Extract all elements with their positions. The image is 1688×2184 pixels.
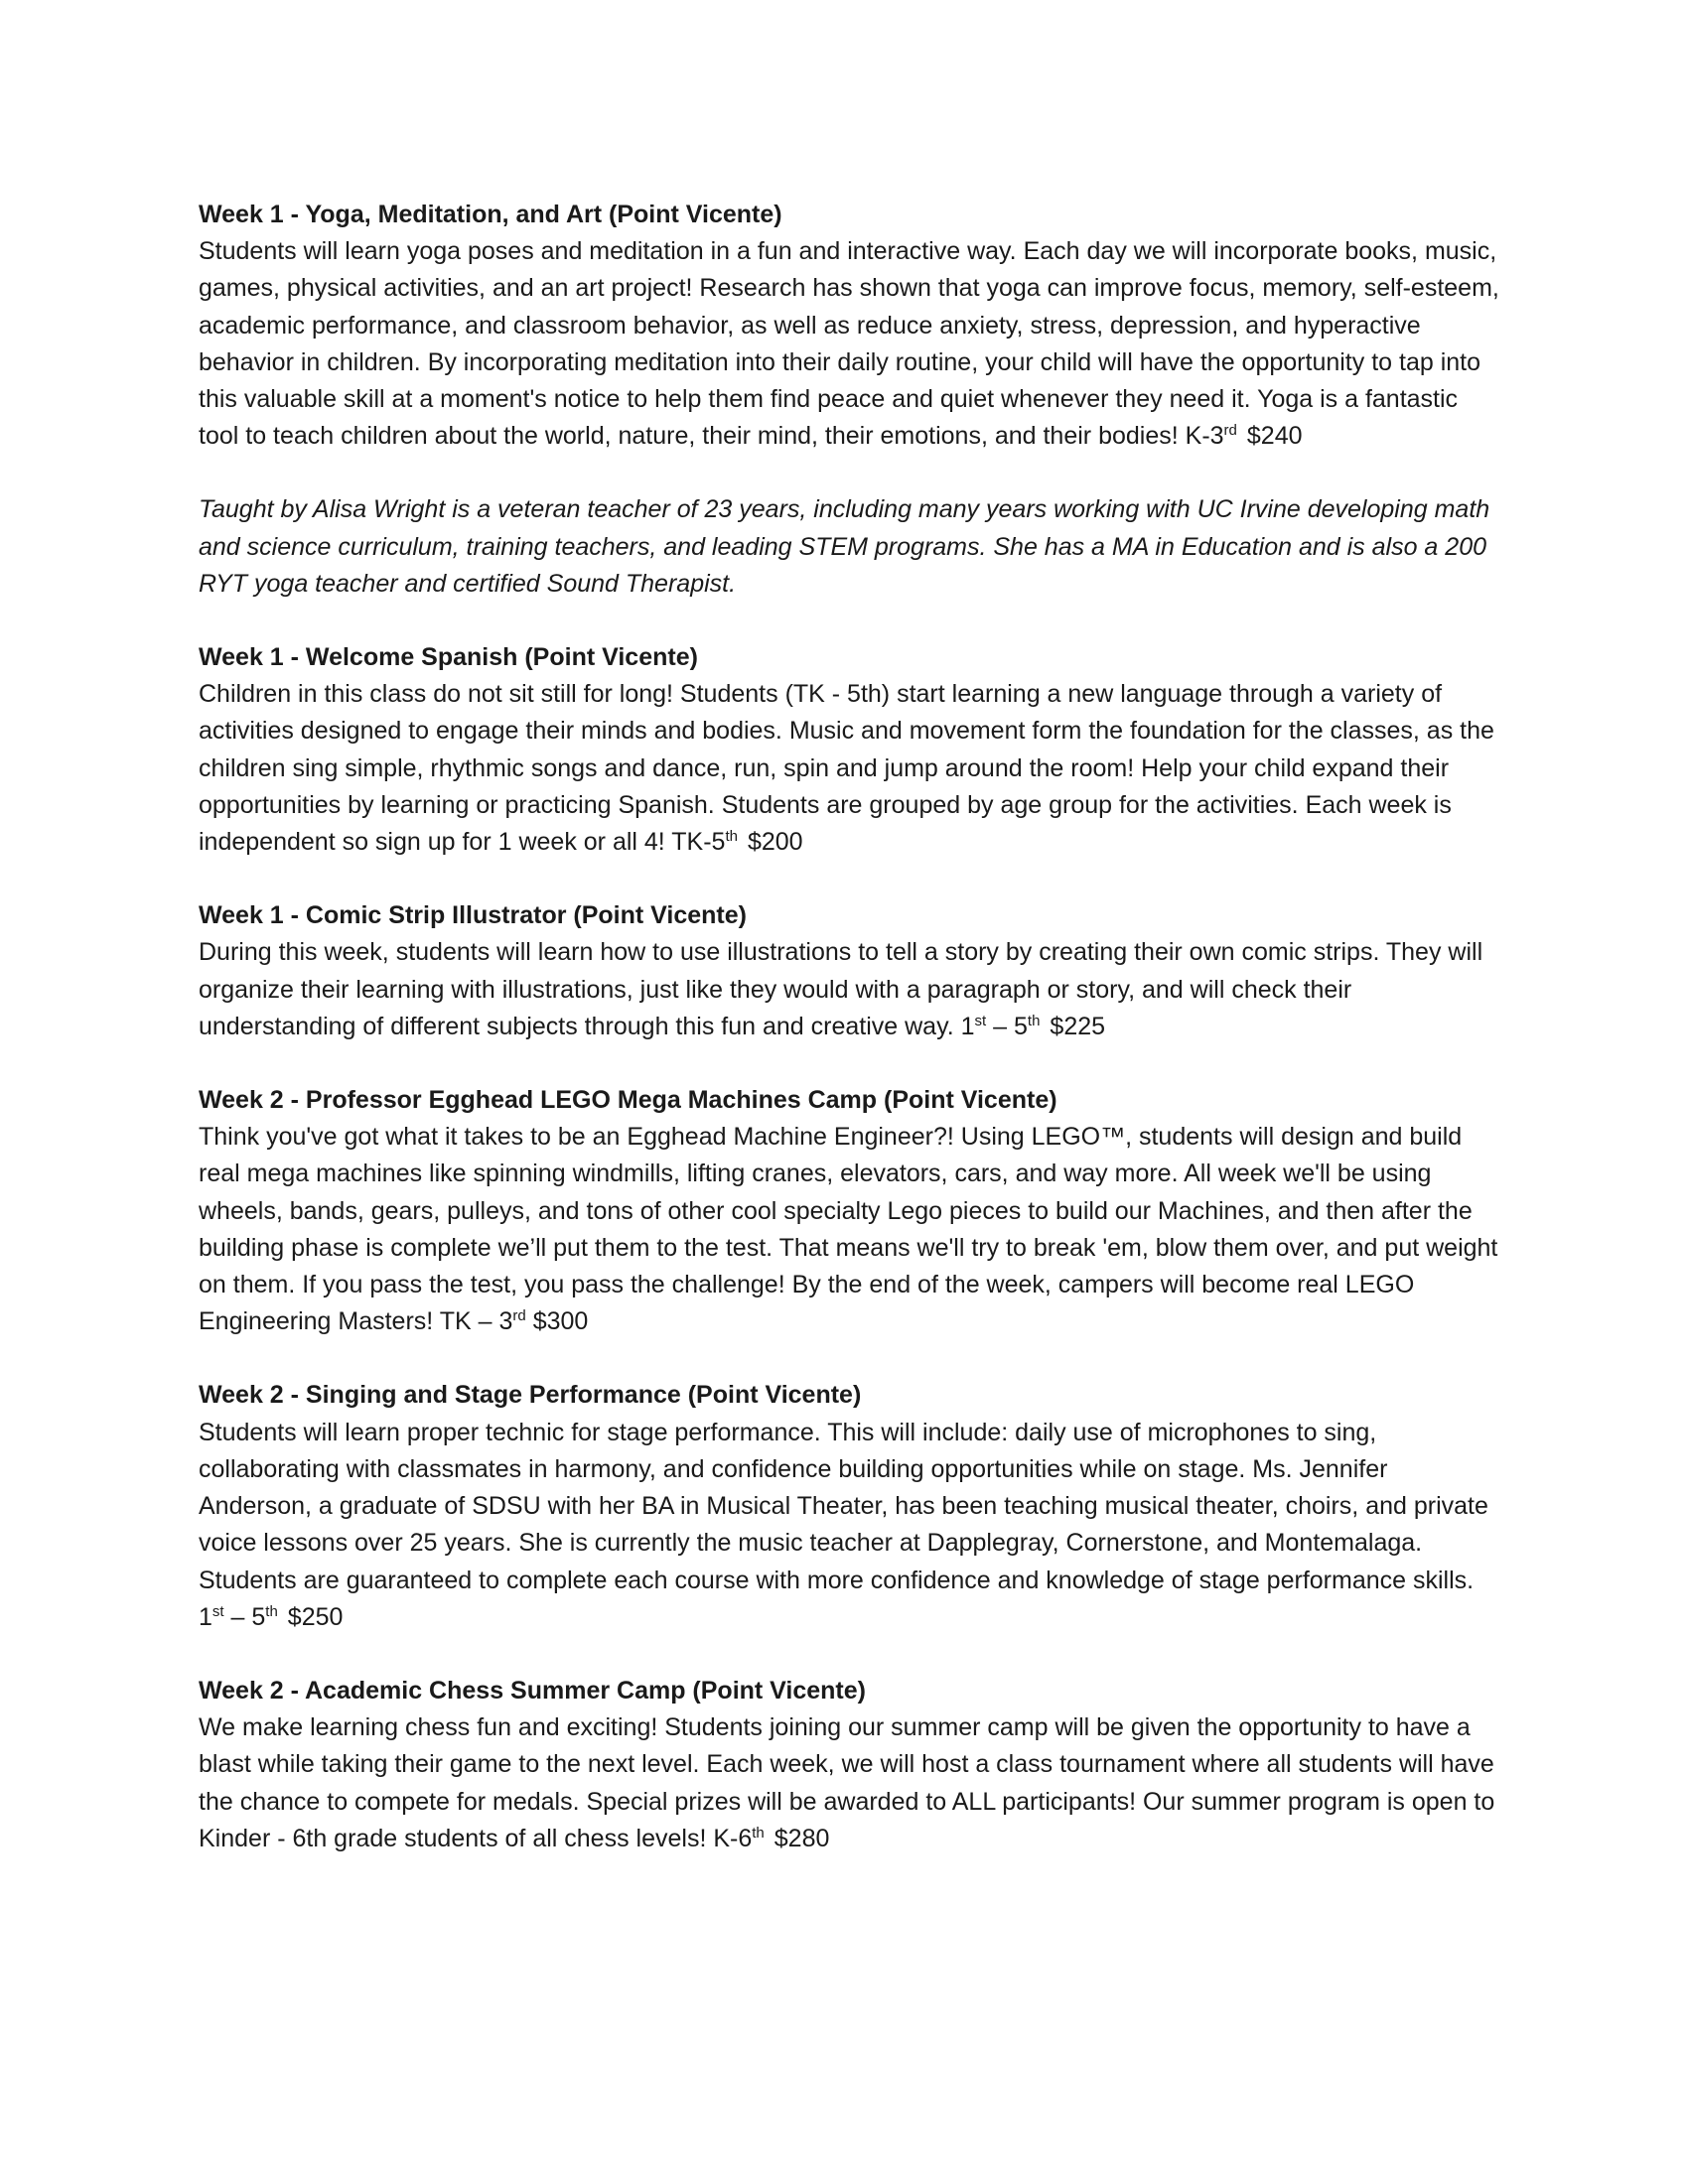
course-description <box>199 1709 1499 1857</box>
course-price: $280 <box>774 1824 830 1852</box>
course-price: $240 <box>1246 422 1303 451</box>
grade-range: 1st – 5th <box>960 1012 1041 1040</box>
course-description-text: Children in this class do not sit still for long! Students (TK - 5th) start learning a new language through a variety of activities designed to engage their minds and bodies. Music and movement form the foundation for the classes, as the children sing simple, rhythmic songs and dance, run, spin and jump around the room! Help your child expand their opportunities by learning or practicing Spanish. Students are grouped by age group for the activities. Each week is independent so sign up for 1 week or all 4! <box>199 680 1494 857</box>
course-description-text: We make learning chess fun and exciting! Students joining our summer camp will be given the opportunity to have a blast while taking their game to the next level. Each week, we will host a class tournament where all students will have the chance to compete for medals. Special prizes will be awarded to ALL participants! Our summer program is open to Kinder - 6th grade students of all chess levels! <box>199 1713 1495 1852</box>
course-description-text: Students will learn yoga poses and meditation in a fun and interactive way. Each day we will incorporate books, music, games, physical activities, and an art project! Research has shown that yoga can improve focus, memory, self-esteem, academic performance, and classroom behavior, as well as reduce anxiety, stress, depression, and hyperactive behavior in children. By incorporating meditation into their daily routine, your child will have the opportunity to tap into this valuable skill at a moment's notice to help them find peace and quiet whenever they need it. Yoga is a fantastic tool to teach children about the world, nature, their mind, their emotions, and their bodies! <box>199 237 1499 451</box>
grade-range: K-3rd <box>1185 422 1237 451</box>
course-title: Week 1 - Welcome Spanish (Point Vicente) <box>199 643 698 672</box>
course-title: Week 2 - Singing and Stage Performance (Point Vicente) <box>199 1381 862 1410</box>
grade-range: K-6th <box>713 1824 765 1852</box>
course-singing-stage-performance <box>199 1377 1499 1635</box>
course-price: $300 <box>532 1307 589 1336</box>
grade-range: TK – 3rd <box>439 1307 526 1336</box>
course-price: $250 <box>287 1602 344 1631</box>
course-lego-mega-machines <box>199 1082 1499 1340</box>
course-comic-strip-illustrator <box>199 897 1499 1045</box>
grade-range: 1st – 5th <box>199 1602 278 1631</box>
course-description <box>199 1415 1499 1636</box>
grade-range: TK-5th <box>671 828 738 857</box>
course-title: Week 2 - Academic Chess Summer Camp (Point Vicente) <box>199 1676 866 1705</box>
document-page <box>199 197 1499 1894</box>
course-academic-chess <box>199 1673 1499 1857</box>
course-welcome-spanish <box>199 639 1499 861</box>
course-yoga-meditation-art <box>199 197 1499 455</box>
course-description <box>199 934 1499 1045</box>
course-description <box>199 676 1499 861</box>
course-description-text: Think you've got what it takes to be an Egghead Machine Engineer?! Using LEGO™, students will design and build real mega machines like spinning windmills, lifting cranes, elevators, cars, and way more. All week we'll be using wheels, bands, gears, pulleys, and tons of other cool specialty Lego pieces to build our Machines, and then after the building phase is complete we’ll put them to the test. That means we'll try to break 'em, blow them over, and put weight on them. If you pass the test, you pass the challenge! By the end of the week, campers will become real LEGO Engineering Masters! <box>199 1123 1498 1336</box>
course-price: $225 <box>1050 1012 1106 1040</box>
course-description-text: Students will learn proper technic for stage performance. This will include: daily use of microphones to sing, collaborating with classmates in harmony, and confidence building opportunities while on stage. Ms. Jennifer Anderson, a graduate of SDSU with her BA in Musical Theater, has been teaching musical theater, choirs, and private voice lessons over 25 years. She is currently the music teacher at Dapplegray, Cornerstone, and Montemalaga. Students are guaranteed to complete each course with more confidence and knowledge of stage performance skills. <box>199 1418 1488 1594</box>
instructor-bio: Taught by Alisa Wright is a veteran teacher of 23 years, including many years working with UC Irvine developing math and science curriculum, training teachers, and leading STEM programs. She has a MA in Education and is also a 200 RYT yoga teacher and certified Sound Therapist. <box>199 495 1490 598</box>
course-title: Week 2 - Professor Egghead LEGO Mega Machines Camp (Point Vicente) <box>199 1086 1057 1115</box>
course-description-text: During this week, students will learn how to use illustrations to tell a story by creating their own comic strips. They will organize their learning with illustrations, just like they would with a paragraph or story, and will check their understanding of different subjects through this fun and creative way. <box>199 938 1483 1040</box>
course-description <box>199 1119 1499 1340</box>
course-description <box>199 233 1499 455</box>
course-title: Week 1 - Comic Strip Illustrator (Point Vicente) <box>199 901 747 930</box>
course-price: $200 <box>747 828 803 857</box>
course-title: Week 1 - Yoga, Meditation, and Art (Point Vicente) <box>199 201 782 228</box>
